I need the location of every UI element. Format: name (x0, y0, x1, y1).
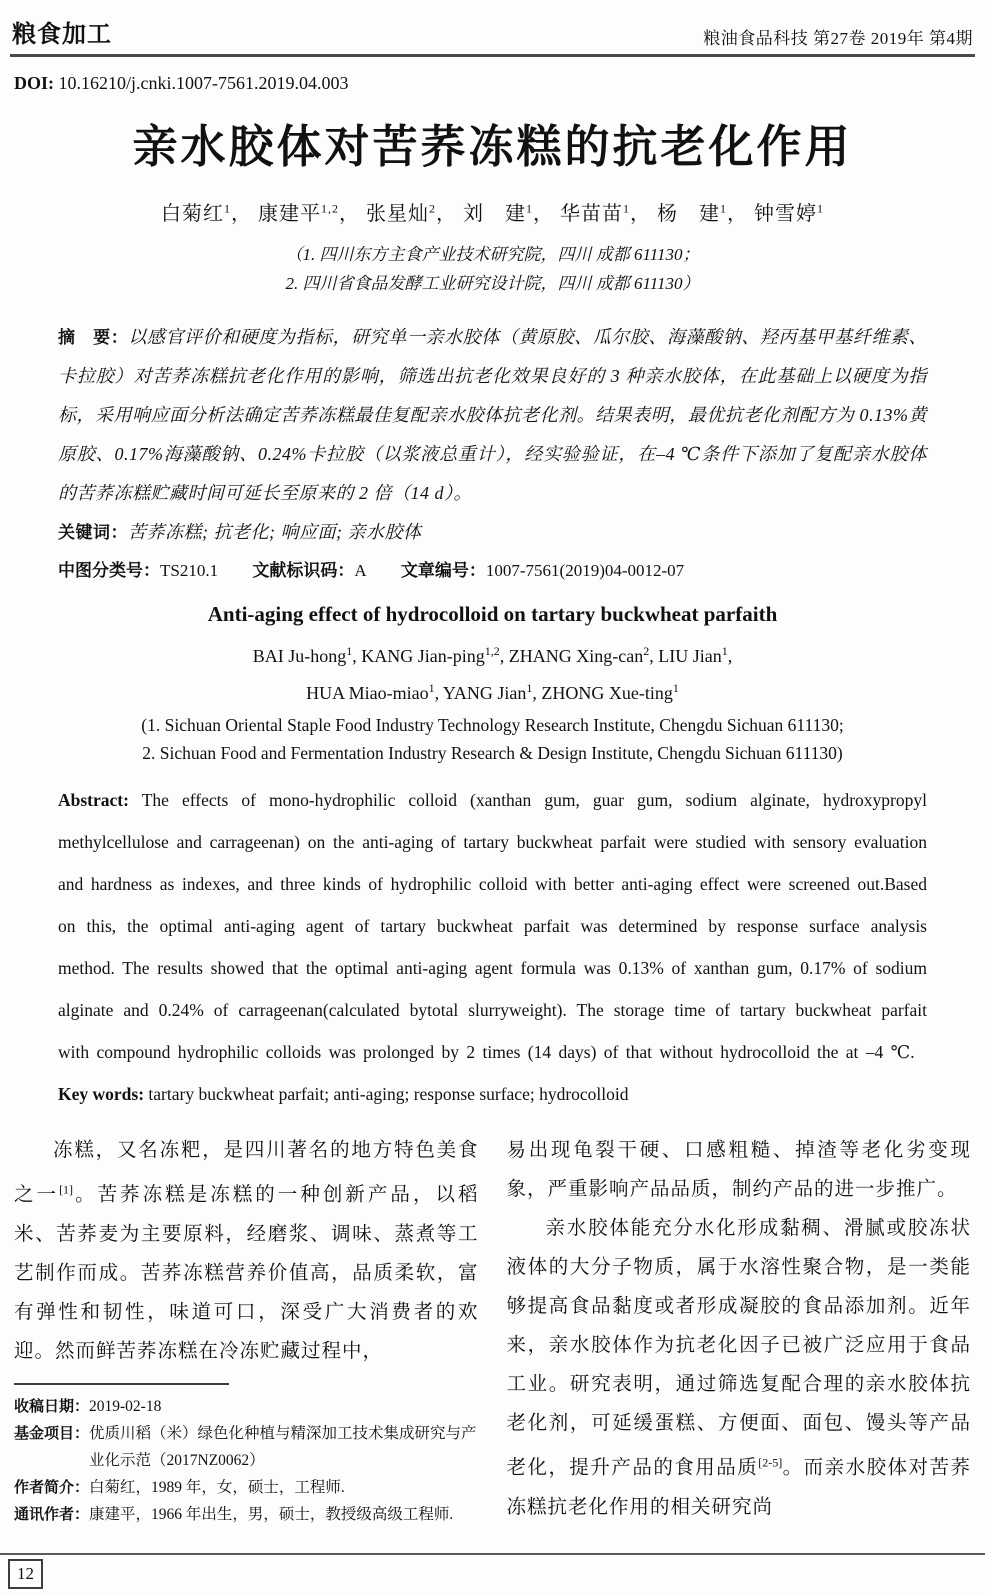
article-id-label: 文章编号： (400, 561, 486, 580)
author-name-en (253, 646, 362, 666)
article-id: 1007-7561(2019)04-0012-07 (485, 561, 685, 580)
author-name-text: LIU Jian (658, 646, 722, 666)
clc-number: TS210.1 (160, 561, 219, 580)
author-separator: , (532, 683, 542, 703)
abstract-en-text: The effects of mono-hydrophilic colloid (xanthan gum, guar gum, sodium alginate, hydroxypropyl methylcellulose and carrageenan) on the anti-aging of tartary buckwheat parfait were studied with sensory evaluation and hardness as indexes, and three kinds of hydrophilic colloid with better anti-aging effect were screened out.Based on this, the optimal anti-aging agent of tartary buckwheat parfait was determined by response surface analysis method. The results showed that the optimal anti-aging agent formula was 0.13% of xanthan gum, 0.17% of sodium alginate and 0.24% of carrageenan(calculated bytotal slurryweight). The storage time of tartary buckwheat parfait with compound hydrophilic colloids was prolonged by 2 times (14 days) of that without hydrocolloid the at –4 ℃. (58, 790, 927, 1062)
footer-rule (0, 1553, 985, 1555)
author-name (657, 203, 748, 225)
header-section-label: 粮食加工 (12, 21, 112, 48)
header-rule (10, 54, 975, 57)
clc-label: 中图分类号： (58, 561, 160, 580)
authors-en (10, 635, 975, 709)
paragraph-hydrocolloid (507, 1209, 972, 1527)
affiliations-cn (10, 240, 975, 298)
clc-group (58, 561, 218, 580)
author-name-en (306, 683, 443, 703)
paragraph-text: 冻糕，又名冻粑，是四川著名的地方特色美食之一 (14, 1140, 479, 1206)
author-superscript: 2 (643, 644, 650, 658)
footnote-label: 通讯作者： (14, 1505, 90, 1523)
paragraph-intro (14, 1131, 479, 1371)
footnote-corresponding (14, 1501, 479, 1528)
paragraph-text: 。苦荞冻糕是冻糕的一种创新产品，以稻米、苦荞麦为主要原料，经磨浆、调味、蒸煮等工艺制作而成。苦荞冻糕营养价值高，品质柔软，富有弹性和韧性，味道可口，深受广大消费者的欢迎。然而鲜苦荞冻糕在冷冻贮藏过程中， (14, 1184, 479, 1362)
authors-en-line1 (10, 635, 975, 672)
doi-value: 10.16210/j.cnki.1007-7561.2019.04.003 (58, 73, 349, 93)
reference-marker (758, 1455, 783, 1479)
footnote-label: 收稿日期： (14, 1397, 90, 1415)
body-column-right (507, 1131, 972, 1528)
author-superscript: 1 (672, 681, 679, 695)
footnotes (14, 1383, 479, 1528)
author-name-text: KANG Jian-ping (361, 646, 485, 666)
footnote-divider (14, 1383, 229, 1385)
author-superscript: 1 (720, 201, 727, 216)
authors-en-line2 (10, 672, 975, 709)
author-name-text: 康建平 (258, 203, 321, 225)
affiliation-cn-2: 2. 四川省食品发酵工业研究设计院，四川 成都 611130） (285, 274, 700, 293)
paragraph-text: 亲水胶体能充分水化形成黏稠、滑腻或胶冻状液体的大分子物质，属于水溶性聚合物，是一类能够提高食品黏度或者形成凝胶的食品添加剂。近年来，亲水胶体作为抗老化因子已被广泛应用于食品工业。研究表明，通过筛选复配合理的亲水胶体抗老化剂，可延缓蛋糕、方便面、面包、馒头等产品老化，提升产品的食用品质 (506, 1218, 971, 1479)
body-columns (10, 1131, 975, 1528)
author-superscript: 1 (623, 201, 630, 216)
reference-superscript: [2-5] (758, 1455, 783, 1469)
keywords-en-label: Key words: (58, 1084, 145, 1104)
author-superscript: 1,2 (321, 201, 339, 216)
abstract-cn (58, 318, 927, 513)
author-name-text: 杨 建 (657, 203, 720, 225)
author-name (560, 203, 651, 225)
author-superscript: 1 (224, 201, 231, 216)
author-name (258, 203, 360, 225)
author-separator: ， (339, 203, 360, 225)
author-separator: , (352, 646, 362, 666)
author-name-text: ZHONG Xue-ting (541, 683, 673, 703)
author-name-text: 华苗苗 (560, 203, 623, 225)
author-name-en (541, 683, 678, 703)
author-superscript: 1 (346, 644, 353, 658)
author-superscript: 1 (721, 644, 728, 658)
reference-superscript: [1] (59, 1182, 74, 1196)
footnote-text: 优质川稻（米）绿色化种植与精深加工技术集成研究与产业化示范（2017NZ0062） (89, 1424, 477, 1469)
author-name-text: 刘 建 (463, 203, 526, 225)
author-separator: ， (231, 203, 252, 225)
author-name-text: 钟雪婷 (754, 203, 817, 225)
author-name-text: 张星灿 (366, 203, 429, 225)
footnote-author-bio (14, 1474, 479, 1501)
author-superscript: 2 (429, 201, 436, 216)
footnote-text: 白菊红，1989 年，女，硕士，工程师. (89, 1478, 345, 1496)
affiliation-en-2: 2. Sichuan Food and Fermentation Industry Research & Design Institute, Chengdu Sichuan 611130) (142, 743, 843, 763)
authors-cn (10, 197, 975, 226)
footnote-fund (14, 1420, 479, 1474)
author-name-text: YANG Jian (442, 683, 527, 703)
author-name-text: BAI Ju-hong (252, 646, 347, 666)
author-separator: ， (630, 203, 651, 225)
author-superscript: 1,2 (484, 644, 500, 658)
author-name-text: 白菊红 (161, 203, 224, 225)
abstract-en (58, 779, 927, 1073)
footnote-received (14, 1393, 479, 1420)
article-id-group (401, 561, 684, 580)
doi-line (14, 73, 975, 94)
footnote-label: 基金项目： (14, 1424, 90, 1442)
author-separator: , (649, 646, 659, 666)
author-name-text: ZHANG Xing-can (508, 646, 644, 666)
classification-line (58, 554, 927, 588)
paper-title-en: Anti-aging effect of hydrocolloid on tartary buckwheat parfaith (207, 602, 778, 626)
page-number: 12 (8, 1559, 43, 1589)
doc-code-label: 文献标识码： (252, 561, 355, 580)
doi-label: DOI: (14, 73, 54, 93)
paper-title-cn: 亲水胶体对苦荞冻糕的抗老化作用 (132, 122, 853, 172)
footnote-label: 作者简介： (14, 1478, 90, 1496)
keywords-en-text: tartary buckwheat parfait; anti-aging; response surface; hydrocolloid (148, 1084, 629, 1104)
affiliation-cn-1: （1. 四川东方主食产业技术研究院，四川 成都 611130； (285, 245, 700, 264)
body-column-left (14, 1131, 479, 1528)
author-separator: , (727, 646, 733, 666)
keywords-en (58, 1073, 927, 1115)
author-separator: ， (436, 203, 457, 225)
author-name (754, 203, 824, 225)
header-journal-info: 粮油食品科技 第27卷 2019年 第4期 (703, 29, 973, 48)
paragraph-continued: 易出现龟裂干硬、口感粗糙、掉渣等老化劣变现象，严重影响产品品质，制约产品的进一步推广。 (506, 1140, 971, 1200)
author-name-en (509, 646, 658, 666)
author-separator: ， (727, 203, 748, 225)
author-name-en (658, 646, 732, 666)
author-name (161, 203, 252, 225)
abstract-en-label: Abstract: (58, 790, 129, 810)
author-superscript: 1 (817, 201, 824, 216)
keywords-cn (58, 513, 927, 552)
author-superscript: 1 (526, 201, 533, 216)
abstract-cn-label: 摘 要： (58, 328, 129, 347)
keywords-cn-label: 关键词： (58, 523, 128, 542)
affiliations-en (10, 711, 975, 767)
journal-header (10, 12, 975, 49)
doc-code-group (252, 561, 366, 580)
author-name-en (361, 646, 509, 666)
abstract-cn-text: 以感官评价和硬度为指标，研究单一亲水胶体（黄原胶、瓜尔胶、海藻酸钠、羟丙基甲基纤维素、卡拉胶）对苦荞冻糕抗老化作用的影响，筛选出抗老化效果良好的 3 种亲水胶体，在此基础上以硬度为指标，采用响应面分析法确定苦荞冻糕最佳复配亲水胶体抗老化剂。结果表明，最优抗老化剂配方为 0.13%黄原胶、0.17%海藻酸钠、0.24%卡拉胶（以浆液总重计），经实验验证，在–4 ℃条件下添加了复配亲水胶体的苦荞冻糕贮藏时间可延长至原来的 2 倍（14 d）。 (58, 327, 928, 503)
reference-marker (59, 1182, 74, 1206)
footnote-text: 康建平，1966 年出生，男，硕士，教授级高级工程师. (89, 1505, 454, 1523)
paragraph-text: 。而亲水胶体对苦荞冻糕抗老化作用的相关研究尚 (506, 1457, 971, 1518)
footnote-text: 2019-02-18 (89, 1397, 162, 1415)
author-name-text: HUA Miao-miao (306, 683, 429, 703)
author-separator: , (499, 646, 509, 666)
author-superscript: 1 (526, 681, 533, 695)
author-separator: , (434, 683, 443, 703)
author-separator: ， (533, 203, 554, 225)
doc-code: A (354, 561, 367, 580)
affiliation-en-1: (1. Sichuan Oriental Staple Food Industry Technology Research Institute, Chengdu Sichuan 611130; (141, 715, 844, 735)
author-superscript: 1 (428, 681, 435, 695)
author-name-en (443, 683, 542, 703)
author-name (366, 203, 457, 225)
author-name (463, 203, 554, 225)
keywords-cn-text: 苦荞冻糕; 抗老化; 响应面; 亲水胶体 (128, 522, 422, 542)
